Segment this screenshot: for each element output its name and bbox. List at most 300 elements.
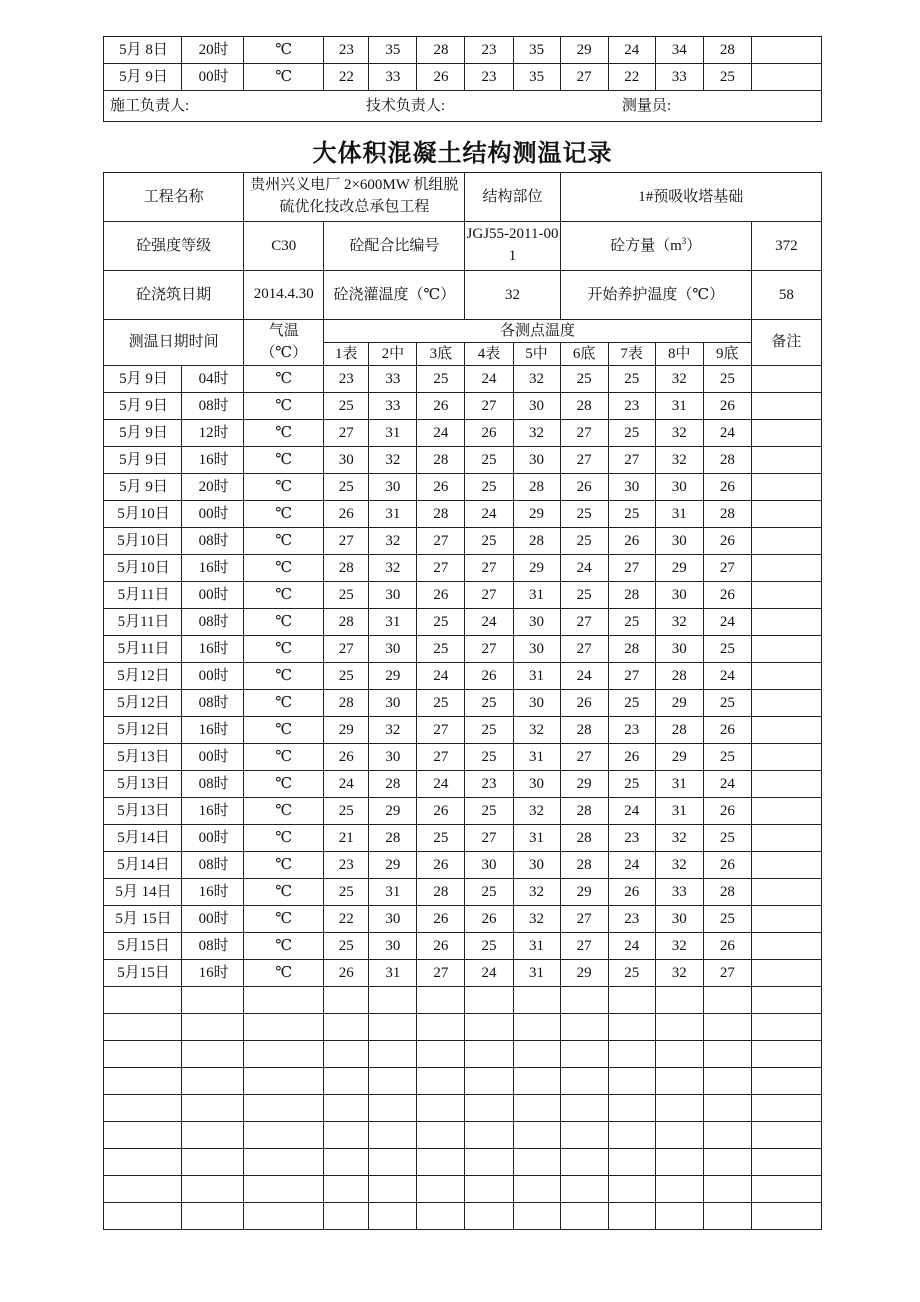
- point-temp-cell: 27: [608, 663, 655, 690]
- point-temp-cell: 23: [608, 906, 655, 933]
- point-temp-cell: 23: [608, 393, 655, 420]
- empty-cell: [417, 1122, 465, 1149]
- table-row: [104, 825, 822, 852]
- remark-cell: [751, 501, 821, 528]
- point-temp-cell: 27: [560, 447, 608, 474]
- points-header: 各测点温度: [324, 320, 752, 343]
- empty-cell: [465, 1014, 513, 1041]
- time-cell: 16时: [182, 717, 244, 744]
- point-temp-cell: 27: [465, 555, 513, 582]
- point-label: 4表: [465, 343, 513, 366]
- empty-cell: [324, 1095, 369, 1122]
- empty-cell: [655, 987, 703, 1014]
- empty-cell: [465, 1149, 513, 1176]
- point-temp-cell: 30: [655, 636, 703, 663]
- date-cell: 5月13日: [104, 771, 182, 798]
- table-row: [104, 744, 822, 771]
- temperature-record-table: [103, 172, 822, 1230]
- table-row: [104, 474, 822, 501]
- point-temp-cell: 25: [703, 64, 751, 91]
- surveyor-label: 测量员:: [621, 97, 671, 114]
- remark-cell: [751, 555, 821, 582]
- empty-cell: [513, 1203, 560, 1230]
- point-temp-cell: 31: [513, 744, 560, 771]
- empty-cell: [182, 1041, 244, 1068]
- point-temp-cell: 27: [417, 960, 465, 987]
- point-temp-cell: 23: [465, 771, 513, 798]
- point-temp-cell: 32: [369, 528, 417, 555]
- empty-row: [104, 1041, 822, 1068]
- empty-cell: [465, 1122, 513, 1149]
- point-temp-cell: 29: [513, 501, 560, 528]
- point-temp-cell: 30: [513, 636, 560, 663]
- point-temp-cell: 31: [513, 825, 560, 852]
- point-temp-cell: 31: [369, 879, 417, 906]
- time-cell: 00时: [182, 582, 244, 609]
- empty-cell: [513, 987, 560, 1014]
- date-cell: 5月 14日: [104, 879, 182, 906]
- point-temp-cell: 26: [703, 933, 751, 960]
- empty-cell: [751, 1176, 821, 1203]
- point-temp-cell: 29: [513, 555, 560, 582]
- empty-cell: [104, 1095, 182, 1122]
- empty-cell: [751, 1203, 821, 1230]
- empty-cell: [182, 1149, 244, 1176]
- point-temp-cell: 30: [655, 582, 703, 609]
- point-temp-cell: 30: [324, 447, 369, 474]
- point-temp-cell: 25: [324, 582, 369, 609]
- empty-cell: [104, 1122, 182, 1149]
- point-temp-cell: 32: [655, 960, 703, 987]
- point-temp-cell: 23: [324, 37, 369, 64]
- air-temp-cell: ℃: [244, 960, 324, 987]
- table-row: [104, 933, 822, 960]
- point-temp-cell: 29: [560, 879, 608, 906]
- empty-cell: [560, 987, 608, 1014]
- point-temp-cell: 28: [703, 37, 751, 64]
- point-temp-cell: 31: [369, 609, 417, 636]
- volume-label-suffix: ）: [686, 238, 702, 255]
- point-temp-cell: 32: [513, 717, 560, 744]
- point-temp-cell: 32: [513, 906, 560, 933]
- date-cell: 5月 9日: [104, 474, 182, 501]
- point-temp-cell: 30: [465, 852, 513, 879]
- empty-cell: [182, 1122, 244, 1149]
- point-temp-cell: 33: [369, 64, 417, 91]
- point-temp-cell: 25: [465, 933, 513, 960]
- empty-cell: [417, 1095, 465, 1122]
- empty-cell: [703, 1041, 751, 1068]
- empty-cell: [104, 1149, 182, 1176]
- point-temp-cell: 30: [369, 474, 417, 501]
- empty-cell: [369, 1041, 417, 1068]
- point-temp-cell: 29: [655, 555, 703, 582]
- mix-label: 砼配合比编号: [324, 222, 465, 271]
- date-cell: 5月11日: [104, 636, 182, 663]
- remark-cell: [751, 798, 821, 825]
- point-temp-cell: 28: [560, 393, 608, 420]
- remark-cell: [751, 393, 821, 420]
- point-temp-cell: 25: [324, 474, 369, 501]
- table-row: [104, 798, 822, 825]
- empty-cell: [608, 1203, 655, 1230]
- date-cell: 5月15日: [104, 960, 182, 987]
- air-temp-header-line1: 气温: [268, 322, 299, 339]
- point-temp-cell: 25: [608, 501, 655, 528]
- remark-cell: [751, 906, 821, 933]
- point-temp-cell: 28: [655, 663, 703, 690]
- remark-cell: [751, 609, 821, 636]
- point-temp-cell: 22: [324, 64, 369, 91]
- point-temp-cell: 24: [465, 609, 513, 636]
- table-row: [104, 906, 822, 933]
- point-temp-cell: 32: [369, 717, 417, 744]
- empty-cell: [182, 1203, 244, 1230]
- empty-cell: [324, 1203, 369, 1230]
- time-cell: 16时: [182, 798, 244, 825]
- point-temp-cell: 31: [513, 960, 560, 987]
- empty-row: [104, 1176, 822, 1203]
- date-cell: 5月11日: [104, 609, 182, 636]
- date-cell: 5月10日: [104, 528, 182, 555]
- point-temp-cell: 31: [513, 663, 560, 690]
- mix-value: JGJ55-2011-001: [465, 222, 560, 271]
- table-row: [104, 609, 822, 636]
- point-temp-cell: 25: [465, 447, 513, 474]
- remark-cell: [751, 933, 821, 960]
- time-cell: 00时: [182, 64, 244, 91]
- point-temp-cell: 25: [703, 690, 751, 717]
- empty-cell: [655, 1068, 703, 1095]
- time-cell: 00时: [182, 906, 244, 933]
- date-cell: 5月10日: [104, 501, 182, 528]
- empty-cell: [703, 1014, 751, 1041]
- point-temp-cell: 25: [465, 474, 513, 501]
- part-value: 1#预吸收塔基础: [560, 173, 821, 222]
- point-temp-cell: 31: [513, 582, 560, 609]
- point-temp-cell: 25: [560, 501, 608, 528]
- empty-cell: [369, 987, 417, 1014]
- time-cell: 04时: [182, 366, 244, 393]
- point-temp-cell: 25: [324, 663, 369, 690]
- point-temp-cell: 28: [560, 717, 608, 744]
- remark-cell: [751, 447, 821, 474]
- date-cell: 5月12日: [104, 717, 182, 744]
- air-temp-cell: ℃: [244, 879, 324, 906]
- table-row: [104, 663, 822, 690]
- point-temp-cell: 26: [608, 879, 655, 906]
- point-temp-cell: 28: [417, 447, 465, 474]
- table-row: [104, 582, 822, 609]
- empty-cell: [465, 1203, 513, 1230]
- empty-cell: [369, 1095, 417, 1122]
- curing-temp-value: 58: [751, 271, 821, 320]
- point-temp-cell: 31: [655, 501, 703, 528]
- table-row: [104, 37, 822, 64]
- point-temp-cell: 25: [465, 879, 513, 906]
- empty-cell: [608, 1014, 655, 1041]
- point-temp-cell: 28: [703, 447, 751, 474]
- time-cell: 08时: [182, 933, 244, 960]
- point-temp-cell: 24: [465, 960, 513, 987]
- table-row: [104, 852, 822, 879]
- air-temp-cell: ℃: [244, 798, 324, 825]
- point-temp-cell: 27: [560, 609, 608, 636]
- empty-cell: [324, 1176, 369, 1203]
- empty-cell: [324, 1068, 369, 1095]
- point-temp-cell: 25: [324, 393, 369, 420]
- point-temp-cell: 32: [655, 609, 703, 636]
- empty-cell: [655, 1095, 703, 1122]
- point-temp-cell: 27: [417, 528, 465, 555]
- empty-cell: [465, 1041, 513, 1068]
- pour-date-label: 砼浇筑日期: [104, 271, 244, 320]
- time-cell: 00时: [182, 825, 244, 852]
- point-temp-cell: 32: [655, 825, 703, 852]
- point-temp-cell: 29: [369, 852, 417, 879]
- empty-cell: [417, 1014, 465, 1041]
- point-temp-cell: 25: [560, 582, 608, 609]
- date-cell: 5月 15日: [104, 906, 182, 933]
- point-temp-cell: 28: [369, 771, 417, 798]
- point-temp-cell: 28: [369, 825, 417, 852]
- air-temp-cell: ℃: [244, 852, 324, 879]
- point-temp-cell: 27: [324, 636, 369, 663]
- point-temp-cell: 25: [417, 825, 465, 852]
- time-cell: 08时: [182, 393, 244, 420]
- point-temp-cell: 26: [417, 474, 465, 501]
- remark-cell: [751, 636, 821, 663]
- empty-cell: [182, 1068, 244, 1095]
- point-temp-cell: 29: [560, 37, 608, 64]
- empty-cell: [560, 1068, 608, 1095]
- air-temp-cell: ℃: [244, 933, 324, 960]
- point-temp-cell: 35: [513, 64, 560, 91]
- air-temp-cell: ℃: [244, 366, 324, 393]
- pour-temp-value: 32: [465, 271, 560, 320]
- air-temp-cell: ℃: [244, 501, 324, 528]
- air-temp-cell: ℃: [244, 636, 324, 663]
- signature-cell: [104, 91, 822, 122]
- time-cell: 16时: [182, 447, 244, 474]
- empty-cell: [369, 1068, 417, 1095]
- time-cell: 16时: [182, 960, 244, 987]
- time-cell: 16时: [182, 555, 244, 582]
- empty-cell: [608, 1149, 655, 1176]
- point-temp-cell: 31: [369, 420, 417, 447]
- pour-date-value: 2014.4.30: [244, 271, 324, 320]
- grade-label: 砼强度等级: [104, 222, 244, 271]
- date-cell: 5月15日: [104, 933, 182, 960]
- air-temp-cell: ℃: [244, 393, 324, 420]
- point-temp-cell: 24: [417, 663, 465, 690]
- empty-cell: [104, 987, 182, 1014]
- point-temp-cell: 24: [703, 420, 751, 447]
- point-temp-cell: 26: [608, 528, 655, 555]
- point-label: 2中: [369, 343, 417, 366]
- point-temp-cell: 24: [465, 501, 513, 528]
- point-temp-cell: 28: [324, 609, 369, 636]
- previous-page-table: [103, 36, 822, 122]
- empty-cell: [324, 987, 369, 1014]
- empty-cell: [244, 1041, 324, 1068]
- point-temp-cell: 28: [703, 501, 751, 528]
- point-temp-cell: 26: [465, 420, 513, 447]
- point-temp-cell: 31: [369, 501, 417, 528]
- pour-row: [104, 271, 822, 320]
- empty-cell: [104, 1041, 182, 1068]
- point-temp-cell: 30: [369, 744, 417, 771]
- project-row: [104, 173, 822, 222]
- date-cell: 5月13日: [104, 798, 182, 825]
- point-temp-cell: 27: [703, 555, 751, 582]
- air-temp-cell: ℃: [244, 717, 324, 744]
- point-temp-cell: 29: [369, 663, 417, 690]
- air-temp-cell: ℃: [244, 474, 324, 501]
- empty-cell: [513, 1149, 560, 1176]
- empty-cell: [560, 1203, 608, 1230]
- remark-cell: [751, 528, 821, 555]
- point-temp-cell: 35: [513, 37, 560, 64]
- point-temp-cell: 30: [655, 474, 703, 501]
- empty-cell: [104, 1176, 182, 1203]
- table-row: [104, 64, 822, 91]
- point-temp-cell: 25: [703, 366, 751, 393]
- empty-cell: [703, 1176, 751, 1203]
- point-temp-cell: 32: [655, 447, 703, 474]
- point-temp-cell: 26: [703, 393, 751, 420]
- point-temp-cell: 25: [608, 609, 655, 636]
- point-temp-cell: 32: [369, 555, 417, 582]
- construction-lead-label: 施工负责人:: [110, 97, 190, 114]
- point-temp-cell: 30: [513, 771, 560, 798]
- point-temp-cell: 25: [465, 717, 513, 744]
- point-temp-cell: 23: [465, 37, 513, 64]
- time-cell: 12时: [182, 420, 244, 447]
- remark-cell: [751, 852, 821, 879]
- point-temp-cell: 25: [324, 933, 369, 960]
- point-temp-cell: 30: [369, 636, 417, 663]
- empty-cell: [324, 1041, 369, 1068]
- point-temp-cell: 26: [560, 690, 608, 717]
- empty-cell: [751, 1122, 821, 1149]
- empty-cell: [244, 1203, 324, 1230]
- project-value: 贵州兴义电厂 2×600MW 机组脱硫优化技改总承包工程: [244, 173, 465, 222]
- empty-cell: [560, 1122, 608, 1149]
- empty-cell: [655, 1041, 703, 1068]
- point-temp-cell: 25: [465, 690, 513, 717]
- point-temp-cell: 26: [703, 717, 751, 744]
- remark-cell: [751, 717, 821, 744]
- empty-cell: [608, 987, 655, 1014]
- point-temp-cell: 32: [513, 879, 560, 906]
- point-temp-cell: 30: [369, 690, 417, 717]
- air-temp-cell: ℃: [244, 37, 324, 64]
- remark-cell: [751, 474, 821, 501]
- signature-row: [104, 91, 822, 122]
- remark-cell: [751, 37, 821, 64]
- point-temp-cell: 24: [608, 852, 655, 879]
- point-temp-cell: 27: [465, 582, 513, 609]
- point-temp-cell: 26: [465, 906, 513, 933]
- air-temp-cell: ℃: [244, 609, 324, 636]
- point-temp-cell: 25: [417, 609, 465, 636]
- point-temp-cell: 30: [655, 528, 703, 555]
- point-temp-cell: 26: [417, 906, 465, 933]
- air-temp-cell: ℃: [244, 582, 324, 609]
- empty-cell: [465, 1068, 513, 1095]
- empty-cell: [182, 1095, 244, 1122]
- point-temp-cell: 24: [324, 771, 369, 798]
- date-cell: 5月 9日: [104, 393, 182, 420]
- empty-row: [104, 987, 822, 1014]
- point-temp-cell: 25: [560, 528, 608, 555]
- empty-cell: [513, 1176, 560, 1203]
- date-cell: 5月12日: [104, 690, 182, 717]
- point-temp-cell: 24: [703, 663, 751, 690]
- point-temp-cell: 26: [560, 474, 608, 501]
- point-temp-cell: 27: [324, 420, 369, 447]
- point-temp-cell: 30: [513, 852, 560, 879]
- remark-cell: [751, 771, 821, 798]
- point-temp-cell: 28: [655, 717, 703, 744]
- point-temp-cell: 26: [417, 64, 465, 91]
- point-temp-cell: 26: [703, 474, 751, 501]
- curing-temp-label: 开始养护温度（℃）: [560, 271, 751, 320]
- grade-value: C30: [244, 222, 324, 271]
- point-temp-cell: 30: [369, 906, 417, 933]
- point-temp-cell: 27: [417, 744, 465, 771]
- empty-cell: [417, 1041, 465, 1068]
- point-temp-cell: 22: [324, 906, 369, 933]
- empty-cell: [104, 1014, 182, 1041]
- time-cell: 08时: [182, 690, 244, 717]
- point-temp-cell: 32: [655, 366, 703, 393]
- pour-temp-label: 砼浇灌温度（℃）: [324, 271, 465, 320]
- empty-cell: [182, 987, 244, 1014]
- technical-lead-label: 技术负责人:: [365, 97, 446, 114]
- date-cell: 5月 9日: [104, 447, 182, 474]
- table-row: [104, 717, 822, 744]
- point-temp-cell: 30: [513, 393, 560, 420]
- grade-row: [104, 222, 822, 271]
- point-temp-cell: 28: [608, 582, 655, 609]
- date-cell: 5月 9日: [104, 64, 182, 91]
- point-temp-cell: 34: [655, 37, 703, 64]
- point-temp-cell: 28: [513, 474, 560, 501]
- point-temp-cell: 28: [608, 636, 655, 663]
- point-temp-cell: 27: [560, 744, 608, 771]
- air-temp-cell: ℃: [244, 825, 324, 852]
- point-temp-cell: 27: [560, 420, 608, 447]
- point-temp-cell: 21: [324, 825, 369, 852]
- point-temp-cell: 33: [369, 393, 417, 420]
- empty-cell: [182, 1014, 244, 1041]
- point-temp-cell: 28: [560, 825, 608, 852]
- date-cell: 5月 9日: [104, 420, 182, 447]
- point-temp-cell: 27: [560, 64, 608, 91]
- point-temp-cell: 30: [513, 447, 560, 474]
- date-cell: 5月14日: [104, 825, 182, 852]
- empty-row: [104, 1014, 822, 1041]
- empty-cell: [608, 1095, 655, 1122]
- point-temp-cell: 25: [417, 690, 465, 717]
- point-temp-cell: 26: [324, 744, 369, 771]
- empty-cell: [244, 1176, 324, 1203]
- air-temp-cell: ℃: [244, 528, 324, 555]
- point-temp-cell: 27: [703, 960, 751, 987]
- header-row-1: [104, 320, 822, 343]
